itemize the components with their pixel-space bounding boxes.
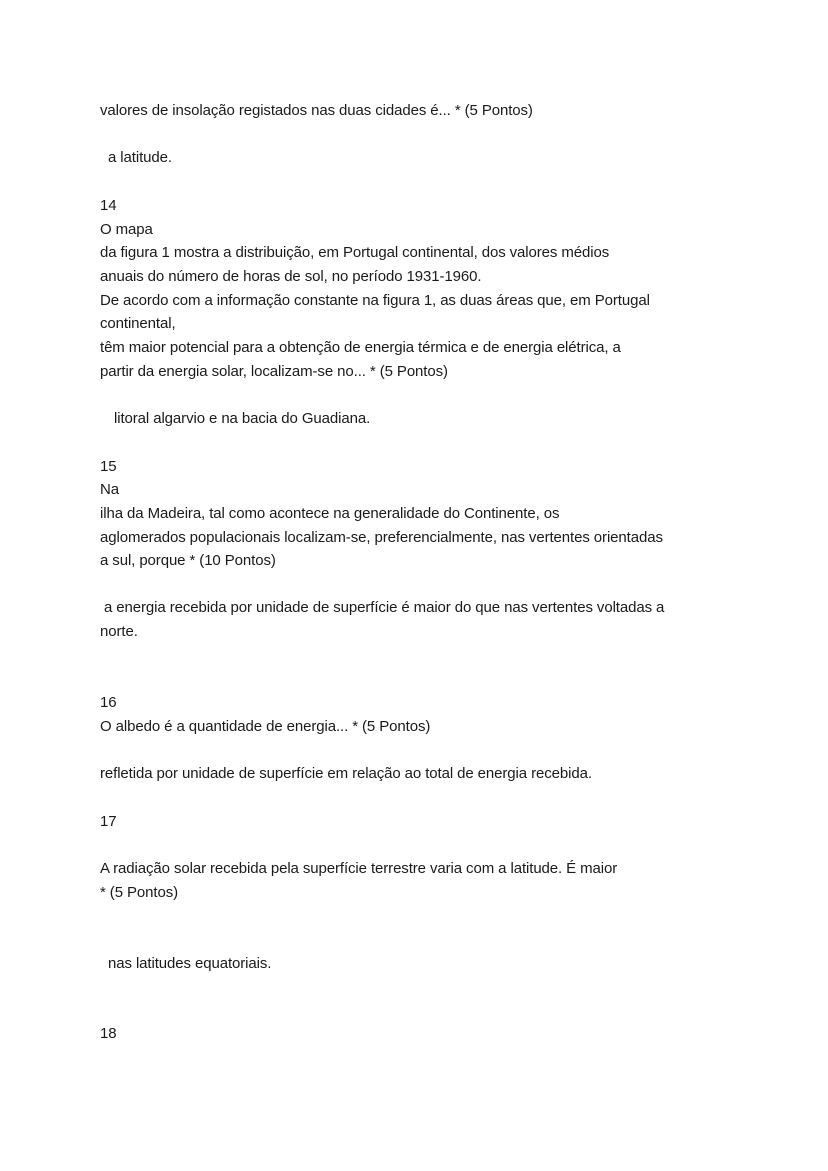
q16-number: 16	[100, 694, 117, 711]
q14-text-line: têm maior potencial para a obtenção de energia térmica e de energia elétrica, a	[100, 339, 621, 356]
q16-prompt: O albedo é a quantidade de energia... * (5 Pontos)	[100, 718, 431, 735]
q14-text-line: anuais do número de horas de sol, no período 1931-1960.	[100, 268, 482, 285]
q15-text-line: aglomerados populacionais localizam-se, preferencialmente, nas vertentes orientadas	[100, 529, 663, 546]
q16-answer: refletida por unidade de superfície em relação ao total de energia recebida.	[100, 765, 592, 782]
q17-text-line: A radiação solar recebida pela superfície terrestre varia com a latitude. É maior	[100, 860, 618, 877]
q17-number: 17	[100, 813, 117, 830]
q14-number: 14	[100, 197, 117, 214]
q13-answer: a latitude.	[108, 149, 172, 166]
q17-text-line: * (5 Pontos)	[100, 884, 179, 901]
q15-number: 15	[100, 458, 117, 475]
q14-text-line: De acordo com a informação constante na figura 1, as duas áreas que, em Portugal	[100, 292, 650, 309]
q14-text-line: O mapa	[100, 221, 153, 238]
q18-number: 18	[100, 1025, 117, 1042]
q15-answer-line: a energia recebida por unidade de superfície é maior do que nas vertentes voltadas a	[104, 599, 665, 616]
q15-answer-line: norte.	[100, 623, 138, 640]
q14-text-line: da figura 1 mostra a distribuição, em Portugal continental, dos valores médios	[100, 244, 610, 261]
q14-text-line: continental,	[100, 315, 176, 332]
q15-text-line: Na	[100, 481, 119, 498]
q15-text-line: ilha da Madeira, tal como acontece na generalidade do Continente, os	[100, 505, 560, 522]
q14-answer: litoral algarvio e na bacia do Guadiana.	[114, 410, 371, 427]
q15-text-line: a sul, porque * (10 Pontos)	[100, 552, 276, 569]
q17-answer: nas latitudes equatoriais.	[108, 955, 272, 972]
q14-text-line: partir da energia solar, localizam-se no... * (5 Pontos)	[100, 363, 448, 380]
q13-prompt-tail: valores de insolação registados nas duas cidades é... * (5 Pontos)	[100, 102, 533, 119]
